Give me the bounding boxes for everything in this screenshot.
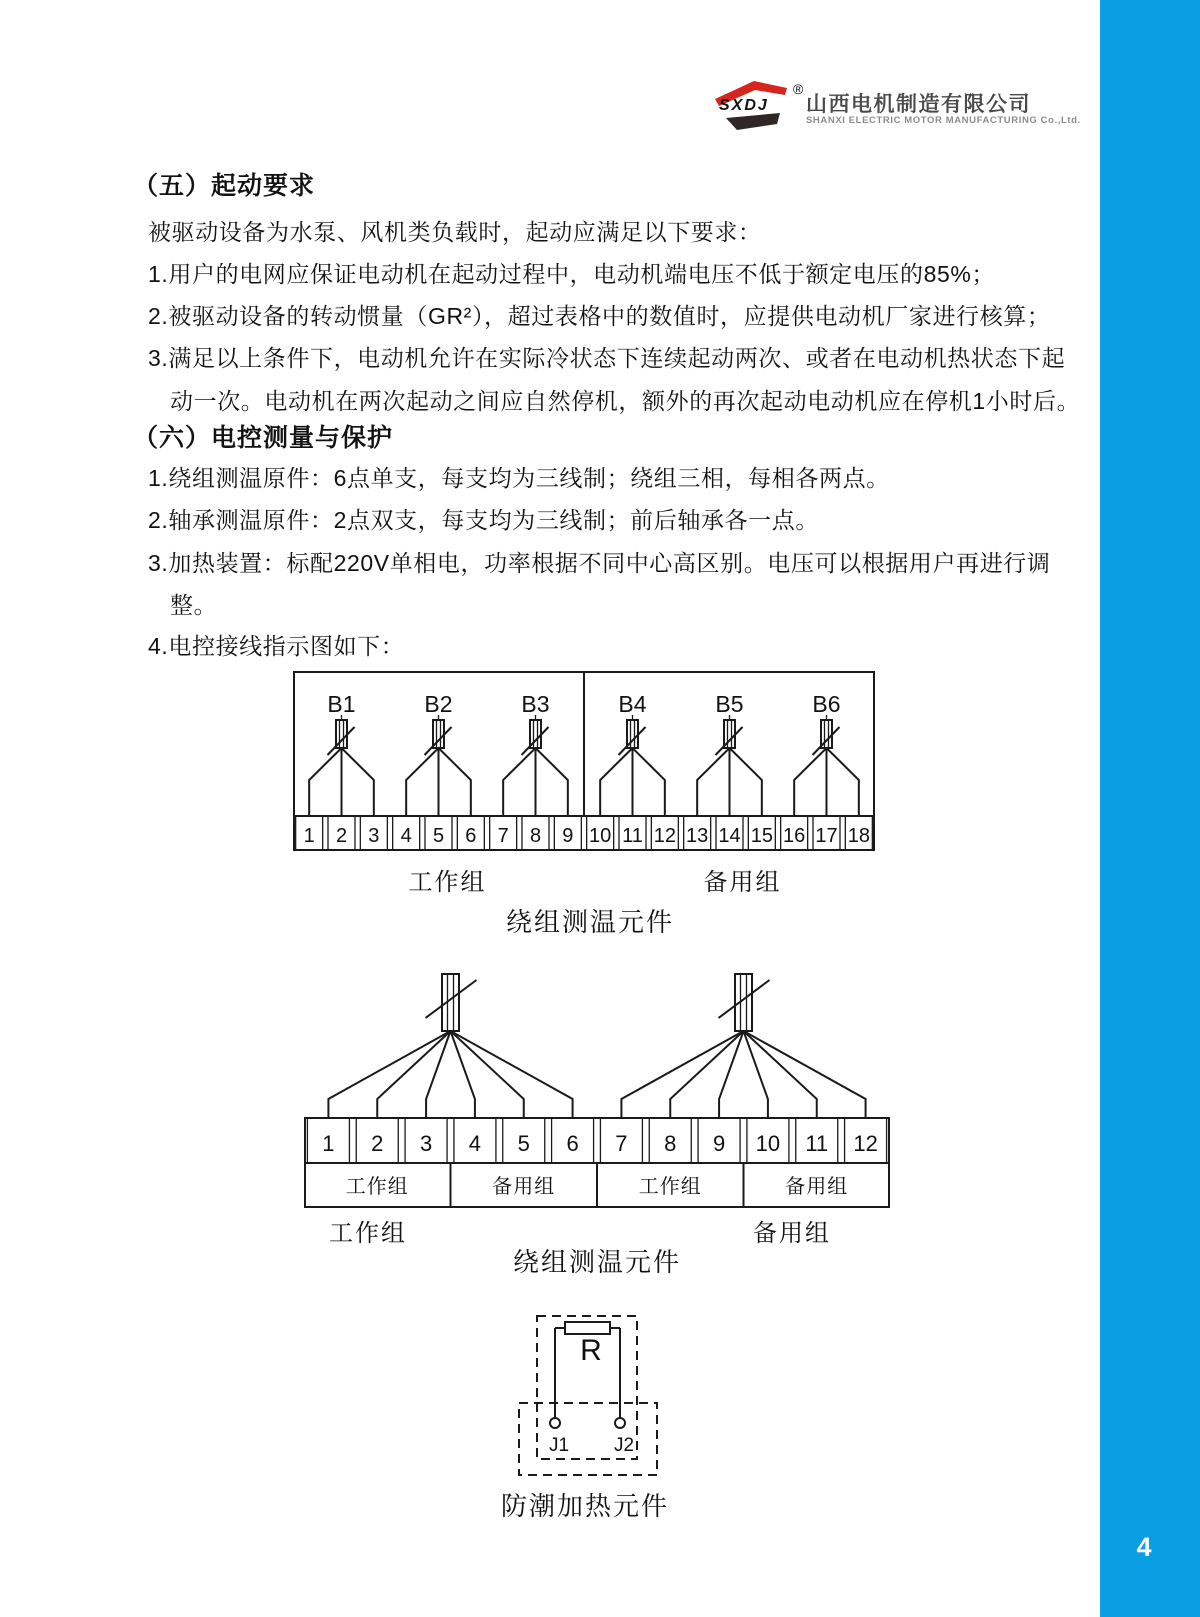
- terminal-number: 11: [622, 825, 643, 847]
- company-name-cn: 山西电机制造有限公司: [806, 93, 1031, 116]
- section5-item3-line2: 动一次。电动机在两次起动之间应自然停机，额外的再次起动电动机应在停机1小时后。: [170, 388, 1081, 414]
- accent-sidebar: [1100, 0, 1200, 1617]
- sensor-probe: [442, 974, 459, 1031]
- terminal-number: 5: [517, 1131, 530, 1156]
- diagram1-winding-sensors: [293, 670, 875, 852]
- resistor-symbol: [565, 1322, 610, 1334]
- terminal-number: 1: [322, 1131, 335, 1156]
- sensor-label: B4: [618, 691, 647, 717]
- sensor-wire: [451, 1031, 524, 1118]
- section5-intro: 被驱动设备为水泵、风机类负载时，起动应满足以下要求：: [148, 219, 762, 245]
- terminal-number: 2: [335, 825, 348, 847]
- sensor-wire: [503, 748, 535, 816]
- j2-label: J2: [613, 1435, 635, 1456]
- j1-label: J1: [548, 1435, 570, 1456]
- section6-heading: （六）电控测量与保护: [133, 424, 394, 452]
- terminal-number: 17: [815, 825, 838, 847]
- terminal-number: 7: [615, 1131, 628, 1156]
- diagram1-group-right-label: 备用组: [703, 869, 782, 896]
- diagram1-caption: 绕组测温元件: [505, 907, 674, 937]
- sensor-wire: [600, 748, 632, 816]
- terminal-number: 9: [712, 1131, 726, 1156]
- terminal-number: 4: [468, 1131, 482, 1156]
- diagram3-heater-element: [505, 1308, 670, 1483]
- section5-item2: 2.被驱动设备的转动惯量（GR²），超过表格中的数值时，应提供电动机厂家进行核算；: [148, 303, 1051, 329]
- group-cell-label: 备用组: [785, 1176, 849, 1198]
- group-cell-label: 工作组: [638, 1176, 702, 1198]
- diagram2-winding-sensors: [304, 960, 890, 1208]
- terminal-number: 15: [750, 825, 773, 847]
- section6-item3-line2: 整。: [170, 592, 218, 618]
- registered-mark: ®: [793, 81, 804, 97]
- terminal-circle: [615, 1418, 625, 1428]
- sensor-wire: [744, 1031, 768, 1118]
- section5-item1: 1.用户的电网应保证电动机在起动过程中，电动机端电压不低于额定电压的85%；: [148, 261, 996, 287]
- diagram2-terminal-row: [305, 1118, 889, 1163]
- sensor-label: B5: [715, 691, 744, 717]
- sensor-probe: [735, 974, 752, 1031]
- terminal-number: 3: [368, 825, 380, 847]
- terminal-number: 11: [805, 1131, 829, 1156]
- section5-heading: （五）起动要求: [133, 172, 316, 200]
- sensor-wire: [730, 748, 762, 816]
- sensor-label: B6: [812, 691, 841, 717]
- company-name-en: SHANXI ELECTRIC MOTOR MANUFACTURING Co.,Ltd.: [806, 115, 1081, 126]
- sensor-label: B2: [424, 691, 453, 717]
- terminal-number: 10: [589, 825, 612, 847]
- section6-item4: 4.电控接线指示图如下：: [148, 633, 405, 659]
- sensor-wire: [342, 748, 374, 816]
- sensor-wire: [719, 1031, 743, 1118]
- terminal-number: 3: [419, 1131, 433, 1156]
- terminal-number: 1: [303, 825, 315, 847]
- terminal-number: 6: [566, 1131, 579, 1156]
- sensor-wire: [744, 1031, 866, 1118]
- terminal-number: 14: [718, 825, 741, 847]
- resistor-label: R: [580, 1334, 602, 1367]
- section6-item1: 1.绕组测温原件：6点单支，每支均为三线制；绕组三相，每相各两点。: [148, 465, 890, 491]
- logo-mark-text: SXDJ: [719, 97, 769, 114]
- diagram2-left-label: 工作组: [329, 1220, 407, 1247]
- terminal-number: 18: [847, 825, 870, 847]
- logo-mark: [713, 78, 808, 136]
- sensor-wire: [309, 748, 341, 816]
- terminal-number: 10: [755, 1131, 781, 1156]
- sensor-wire: [439, 748, 471, 816]
- sensor-label: B1: [327, 691, 356, 717]
- terminal-number: 8: [664, 1131, 677, 1156]
- sensor-wire: [451, 1031, 475, 1118]
- sensor-wire: [328, 1031, 450, 1118]
- diagram3-caption: 防潮加热元件: [500, 1491, 669, 1521]
- terminal-number: 8: [529, 825, 542, 847]
- sensor-wire: [827, 748, 859, 816]
- terminal-number: 13: [686, 825, 709, 847]
- section6-item3-line1: 3.加热装置：标配220V单相电，功率根据不同中心高区别。电压可以根据用户再进行调: [148, 550, 1051, 576]
- sensor-wire: [697, 748, 729, 816]
- terminal-number: 16: [783, 825, 806, 847]
- sensor-wire: [633, 748, 665, 816]
- terminal-number: 4: [400, 825, 412, 847]
- diagram1-group-left-label: 工作组: [408, 869, 487, 896]
- terminal-number: 7: [497, 825, 509, 847]
- sensor-wire: [406, 748, 438, 816]
- sensor-wire: [794, 748, 826, 816]
- terminal-circle: [550, 1418, 560, 1428]
- sensor-wire: [536, 748, 568, 816]
- diagram2-right-label: 备用组: [753, 1220, 831, 1247]
- sensor-wire: [744, 1031, 817, 1118]
- terminal-number: 9: [562, 825, 574, 847]
- section5-item3-line1: 3.满足以上条件下，电动机允许在实际冷状态下连续起动两次、或者在电动机热状态下起: [148, 345, 1066, 371]
- sensor-wire: [426, 1031, 450, 1118]
- terminal-number: 6: [465, 825, 477, 847]
- probe-slash: [426, 980, 477, 1018]
- terminal-number: 5: [432, 825, 445, 847]
- terminal-number: 12: [853, 1131, 878, 1156]
- sensor-wire: [621, 1031, 743, 1118]
- diagram2-caption: 绕组测温元件: [512, 1247, 681, 1277]
- sensor-label: B3: [521, 691, 550, 717]
- section6-item2: 2.轴承测温原件：2点双支，每支均为三线制；前后轴承各一点。: [148, 507, 819, 533]
- sensor-wire: [670, 1031, 743, 1118]
- terminal-number: 12: [653, 825, 676, 847]
- probe-slash: [719, 980, 770, 1018]
- group-cell-label: 备用组: [492, 1176, 556, 1198]
- page-number: 4: [1136, 1532, 1152, 1562]
- logo-swoosh-shape: [726, 113, 780, 130]
- group-cell-label: 工作组: [345, 1176, 409, 1198]
- sensor-wire: [377, 1031, 450, 1118]
- terminal-number: 2: [371, 1131, 384, 1156]
- sensor-wire: [451, 1031, 573, 1118]
